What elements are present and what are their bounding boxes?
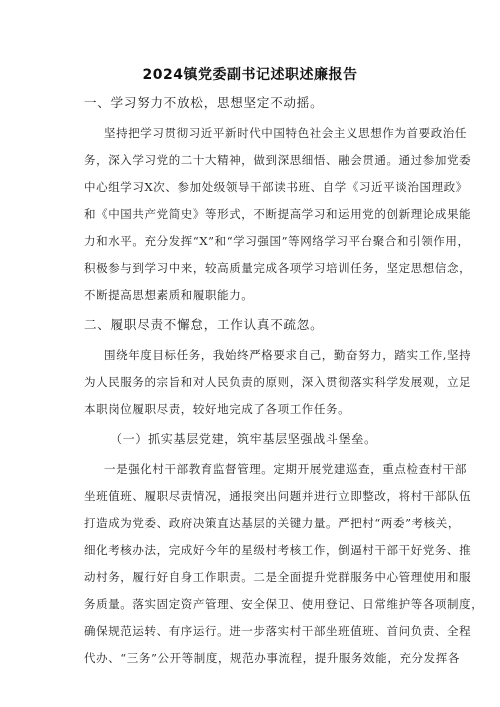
section-heading-study: 一、学习努力不放松，思想坚定不动摇。	[84, 95, 324, 110]
paragraph-line: 务质量。落实固定资产管理、安全保卫、使用登记、日常维护等各项制度，	[84, 597, 484, 611]
paragraph-line: 一是强化村干部教育监督管理。定期开展党建巡查，重点检查村干部	[104, 462, 467, 476]
paragraph-line: 积极参与到学习中来，较高质量完成各项学习培训任务，坚定思想信念，	[84, 261, 472, 275]
paragraph-line: 中心组学习X次、参加处级领导干部读书班、自学《习近平谈治国理政》	[84, 180, 468, 194]
paragraph-line: 代办、“三务”公开等制度，规范办事流程，提升服务效能，充分发挥各	[84, 651, 460, 665]
paragraph-line: 打造成为党委、政府决策直达基层的关键力量。严把村“两委”考核关，	[84, 516, 460, 530]
paragraph-line: 动村务，履行好自身工作职责。二是全面提升党群服务中心管理使用和服	[84, 570, 472, 584]
paragraph-line: 确保规范运转、有序运行。进一步落实村干部坐班值班、首问负责、全程	[84, 624, 472, 638]
subsection-heading-party-building: （一）抓实基层党建，筑牢基层坚强战斗堡垒。	[110, 432, 377, 446]
paragraph-line: 本职岗位履职尽责，较好地完成了各项工作任务。	[84, 402, 351, 416]
paragraph-line: 为人民服务的宗旨和对人民负责的原则，深入贯彻落实科学发展观，立足	[84, 375, 472, 389]
document-title: 2024镇党委副书记述职述廉报告	[142, 67, 358, 83]
paragraph-line: 坚持把学习贯彻习近平新时代中国特色社会主义思想作为首要政治任	[104, 126, 467, 140]
paragraph-line: 围绕年度目标任务，我始终严格要求自己，勤奋努力，踏实工作,坚持	[104, 348, 472, 362]
paragraph-line: 坐班值班、履职尽责情况，通报突出问题并进行立即整改，将村干部队伍	[84, 489, 472, 503]
paragraph-line: 和《中国共产党简史》等形式，不断提高学习和运用党的创新理论成果能	[84, 207, 472, 221]
paragraph-line: 力和水平。充分发挥“X”和“学习强国”等网络学习平台聚合和引领作用，	[84, 234, 470, 248]
paragraph-line: 细化考核办法，完成好今年的星级村考核工作，倒逼村干部干好党务、推	[84, 543, 472, 557]
section-heading-duty: 二、履职尽责不懈怠，工作认真不疏忽。	[84, 317, 324, 332]
paragraph-line: 务，深入学习党的二十大精神，做到深思细悟、融会贯通。通过参加党委	[84, 153, 472, 167]
paragraph-line: 不断提高思想素质和履职能力。	[84, 288, 254, 302]
